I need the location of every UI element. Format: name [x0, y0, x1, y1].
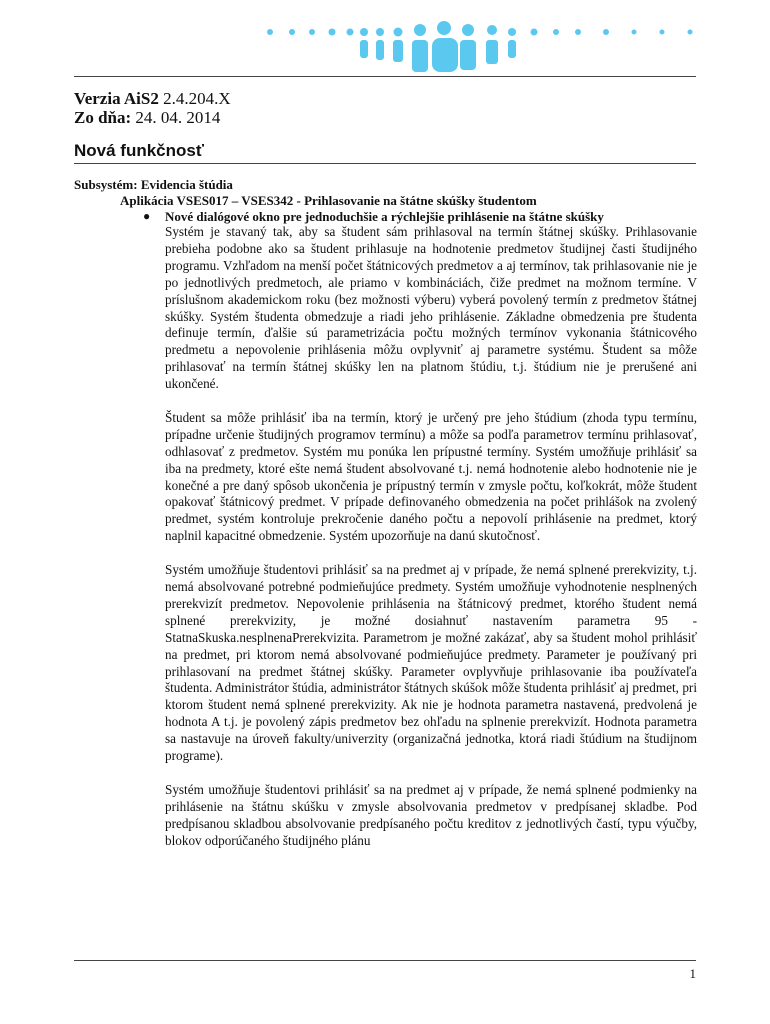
paragraph: Systém je stavaný tak, aby sa študent sám prihlasoval na termín štátnej skúšky. Prihlasovanie prebieha podobne ako sa študent prihlasuje na hodnotenie predmetov študijnej časti študijného programu. Vzhľadom na menší počet štátnicových predmetov a aj termínov, tak prihlasovanie nie je po jednotlivých predmetoch, ale priamo v kombináciách, čiže predmet na možnom termíne. V príslušnom akademickom roku (bez možnosti výberu) vyberá povolený termín z predmetov štátnej skúšky. Systém študenta obmedzuje a riadi jeho prihlásenie. Základne obmedzenia pre študenta definuje termín, ďalšie sú parametrizácia počtu možných termínov vykonania štátnicového predmetu a nepovolenie prihlásenia môžu ovplyvniť aj parametre systému. Študent sa môže prihlasovať na termín štátnej skúšky len na platnom štúdiu, t.j. štúdium nie je prerušené ani ukončené.	[165, 224, 697, 392]
version-label: Verzia AiS2	[74, 89, 159, 108]
version-value: 2.4.204.X	[163, 89, 231, 108]
bullet-heading: Nové dialógové okno pre jednoduchšie a rýchlejšie prihlásenie na štátne skúšky	[165, 209, 604, 224]
date-value: 24. 04. 2014	[135, 108, 221, 127]
version-line	[74, 89, 231, 109]
paragraph: Systém umožňuje študentovi prihlásiť sa na predmet aj v prípade, že nemá splnené prerekvizity, t.j. nemá absolvované potrebné podmieňujúce predmety. Systém umožňuje vyhodnotenie nesplnených prerekvizít predmetov. Nepovolenie prihlásenia na štátnicový predmet, ktorého študent nemá splnené prerekvizity, je možné dosiahnuť nastavením parametra 95 - StatnaSkuska.nesplnenaPrerekvizita. Parametrom je možné zakázať, aby sa študent mohol prihlásiť na predmet, pri ktorom nemá absolvované podmieňujúce predmety. Parameter je používaný pri prihlasovaní na predmet štátnej skúšky. Parameter ovplyvňuje prihlasovanie iba používateľa študenta. Administrátor štúdia, administrátor štátnych skúšok môže študenta prihlásiť aj predmet, pri ktorom študent nemá splnené prerekvizity. Ak nie je hodnota parametra nastavená, predvolená je hodnota A t.j. je povolený zápis predmetov bez ohľadu na splnenie prerekvizít. Hodnota parametra sa nastavuje na úroveň fakulty/univerzity (organizačná jednotka, ktorá riadi štúdium na študijnom programe).	[165, 562, 697, 764]
section-title: Nová funkčnosť	[74, 141, 204, 160]
application-heading: Aplikácia VSES017 – VSES342 - Prihlasovanie na štátne skúšky študentom	[120, 193, 537, 208]
paragraph: Systém umožňuje študentovi prihlásiť sa na predmet aj v prípade, že nemá splnené podmienky na prihlásenie na štátnu skúšku v zmysle absolvovania predmetov v predpísanej skladbe. Pod predpísanou skladbou absolvovanie predpísaného počtu kreditov z jednotlivých častí, typu výučby, blokov odporúčaného študijného plánu	[165, 781, 697, 848]
page-number: 1	[689, 966, 696, 981]
section-rule	[74, 163, 696, 164]
subsystem-heading: Subsystém: Evidencia štúdia	[74, 177, 233, 192]
date-label: Zo dňa:	[74, 108, 132, 127]
body-text	[165, 224, 697, 866]
paragraph: Študent sa môže prihlásiť iba na termín, ktorý je určený pre jeho štúdium (zhoda typu termínu, prípadne určenie študijných programov termínu) a môže sa podľa parametrov termínu prihlasovať, odhlasovať z predmetov. Systém mu ponúka len prípustné termíny. Systém umožňuje prihlásiť sa iba na predmety, ktoré ešte nemá študent absolvované t.j. nemá hodnotenie alebo hodnotenie nie je konečné a pre daný spôsob ukončenia je prípustný termín v zmysle počtu, koľkokrát, môže študent opakovať štátnicový predmet. V prípade definovaného obmedzenia na počet prihlášok na zvolený predmet, systém kontroluje prekročenie daného počtu a nepovolí prihlásenie na predmet, ktorý naplnil kapacitné obmedzenie. Systém upozorňuje na danú skutočnosť.	[165, 409, 697, 544]
footer-rule	[74, 960, 696, 961]
header-decoration-people-icon	[260, 18, 700, 76]
bullet-icon: ●	[143, 209, 151, 223]
date-line	[74, 108, 220, 128]
header-rule	[74, 76, 696, 77]
